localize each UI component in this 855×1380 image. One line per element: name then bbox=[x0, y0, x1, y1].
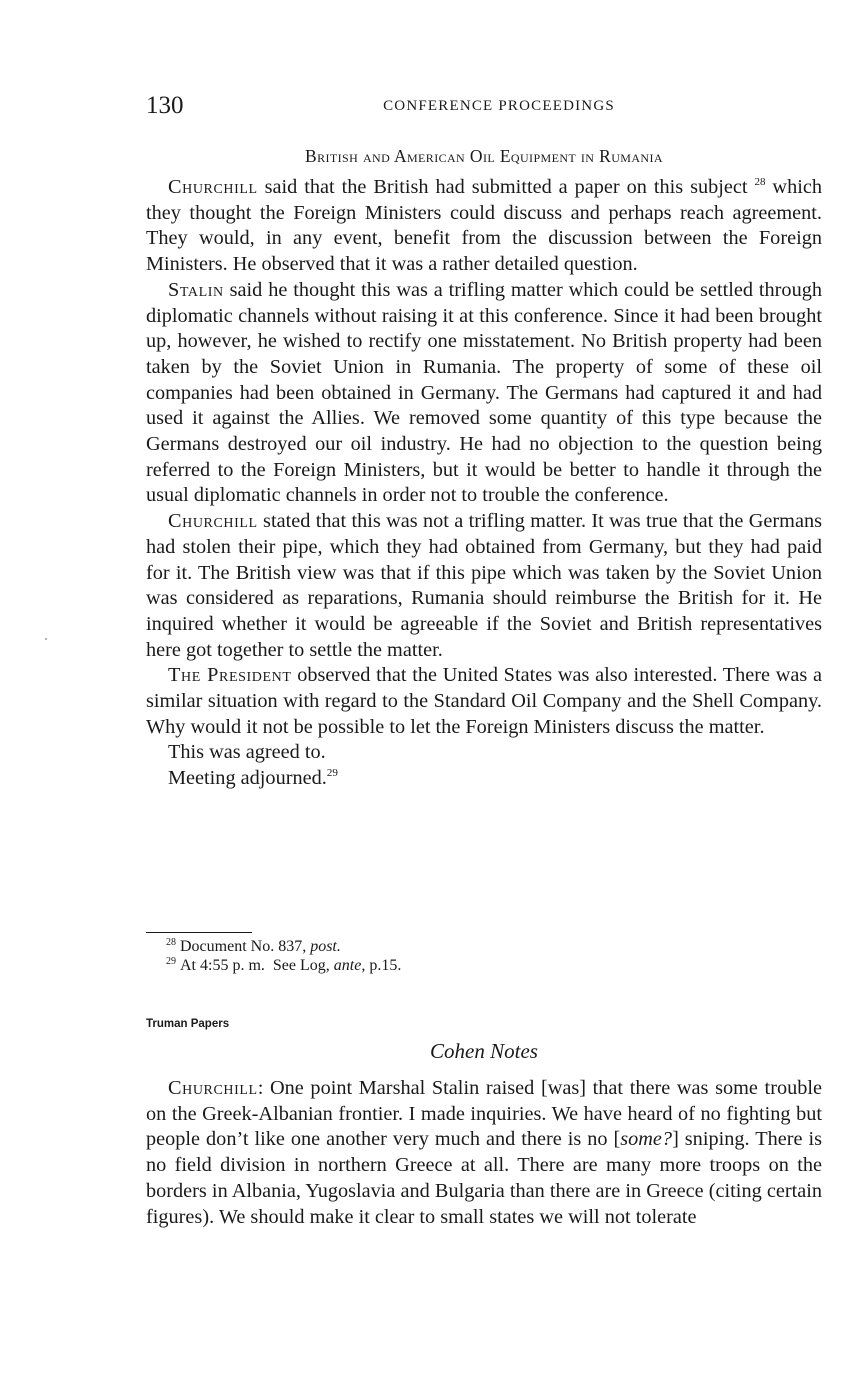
speaker-name: Churchill bbox=[168, 510, 258, 533]
footnote-italic: post. bbox=[310, 938, 341, 955]
footnotes bbox=[166, 937, 766, 975]
speaker-name: Churchill bbox=[168, 176, 258, 198]
paragraph-cohen-churchill bbox=[146, 1076, 822, 1230]
margin-speck bbox=[45, 638, 47, 640]
footnote-text: p.15. bbox=[365, 957, 402, 974]
paragraph-president bbox=[146, 663, 822, 740]
paragraph-text: Meeting adjourned. bbox=[168, 767, 327, 790]
footnote-reference: 28 bbox=[754, 176, 766, 189]
paragraph-churchill-paper bbox=[146, 175, 822, 278]
section-title: British and American Oil Equipment in Rumania bbox=[305, 146, 663, 166]
footnote-29 bbox=[166, 956, 766, 975]
paragraph-text: stated that this was not a trifling matter. It was true that the Germans had stolen their pipe, which they had obtained from Germany, but they had paid for it. The British view was that if this pipe which was taken by the Soviet Union was considered as reparations, Rumania should reimburse the British for it. He inquired whether it would be agreeable if the Soviet and British representatives here got together to settle the matter. bbox=[146, 510, 822, 661]
paragraph-text: ] sniping. There is no field division in northern Greece at all. There are many more troops on the borders in Albania, Yugoslavia and Bulgaria than there are in Greece (citing certain figures). We should make it clear to small states we will not tolerate bbox=[146, 1128, 822, 1228]
paragraph-adjourned bbox=[146, 766, 822, 792]
footnote-text: At 4:55 p. m. See Log, bbox=[180, 957, 334, 974]
paragraph-agreed bbox=[146, 740, 822, 766]
paragraph-stalin bbox=[146, 278, 822, 509]
paragraph-text: said that the British had submitted a paper on this subject bbox=[257, 176, 748, 198]
footnote-divider bbox=[146, 932, 252, 933]
footnote-mark: 29 bbox=[166, 955, 176, 967]
notes-title: Cohen Notes bbox=[430, 1039, 538, 1063]
footnote-mark: 28 bbox=[166, 936, 176, 948]
proceedings-text bbox=[146, 175, 822, 792]
running-head bbox=[146, 92, 822, 122]
footnote-reference: 29 bbox=[326, 767, 338, 780]
footnote-28 bbox=[166, 937, 766, 956]
speaker-name: The President bbox=[168, 664, 292, 687]
source-label: Truman Papers bbox=[146, 1018, 230, 1030]
editorial-insertion: some? bbox=[620, 1128, 673, 1151]
paragraph-text: said he thought this was a trifling matter which could be settled through diplomatic channels without raising it at this conference. Since it had been brought up, however, he wished to rectify one misstatement. No British property had been taken by the Soviet Union in Rumania. The property of some of these oil companies had been obtained in Germany. The Germans had captured it and had used it against the Allies. We removed some quantity of this type because the Germans destroyed our oil industry. He had no objection to the question being referred to the Foreign Ministers, but it would be better to handle it through the usual diplomatic channels in order not to trouble the conference. bbox=[146, 278, 822, 507]
page-number: 130 bbox=[146, 92, 184, 119]
speaker-name: Stalin bbox=[168, 278, 224, 301]
cohen-notes-text bbox=[146, 1076, 822, 1230]
paragraph-text: observed that the United States was also interested. There was a similar situation with regard to the Standard Oil Company and the Shell Company. Why would it not be possible to let the Foreign Ministers discuss the matter. bbox=[146, 664, 822, 738]
running-title: CONFERENCE PROCEEDINGS bbox=[383, 98, 615, 114]
paragraph-text: which they thought the Foreign Ministers could discuss and perhaps reach agreement. They would, in any event, benefit from the discussion between the Foreign Ministers. He observed that it was a rather detailed question. bbox=[146, 176, 822, 276]
speaker-name: Churchill bbox=[168, 1077, 258, 1099]
footnote-italic: ante, bbox=[333, 957, 366, 974]
paragraph-churchill-reply bbox=[146, 509, 822, 663]
paragraph-text: : One point Marshal Stalin raised [was] that there was some trouble on the Greek-Albanian frontier. I made inquiries. We have heard of no fighting but people don’t like one another very much and there is no [ bbox=[146, 1077, 822, 1151]
footnote-text: Document No. 837, bbox=[180, 938, 311, 955]
paragraph-text: This was agreed to. bbox=[168, 741, 326, 764]
